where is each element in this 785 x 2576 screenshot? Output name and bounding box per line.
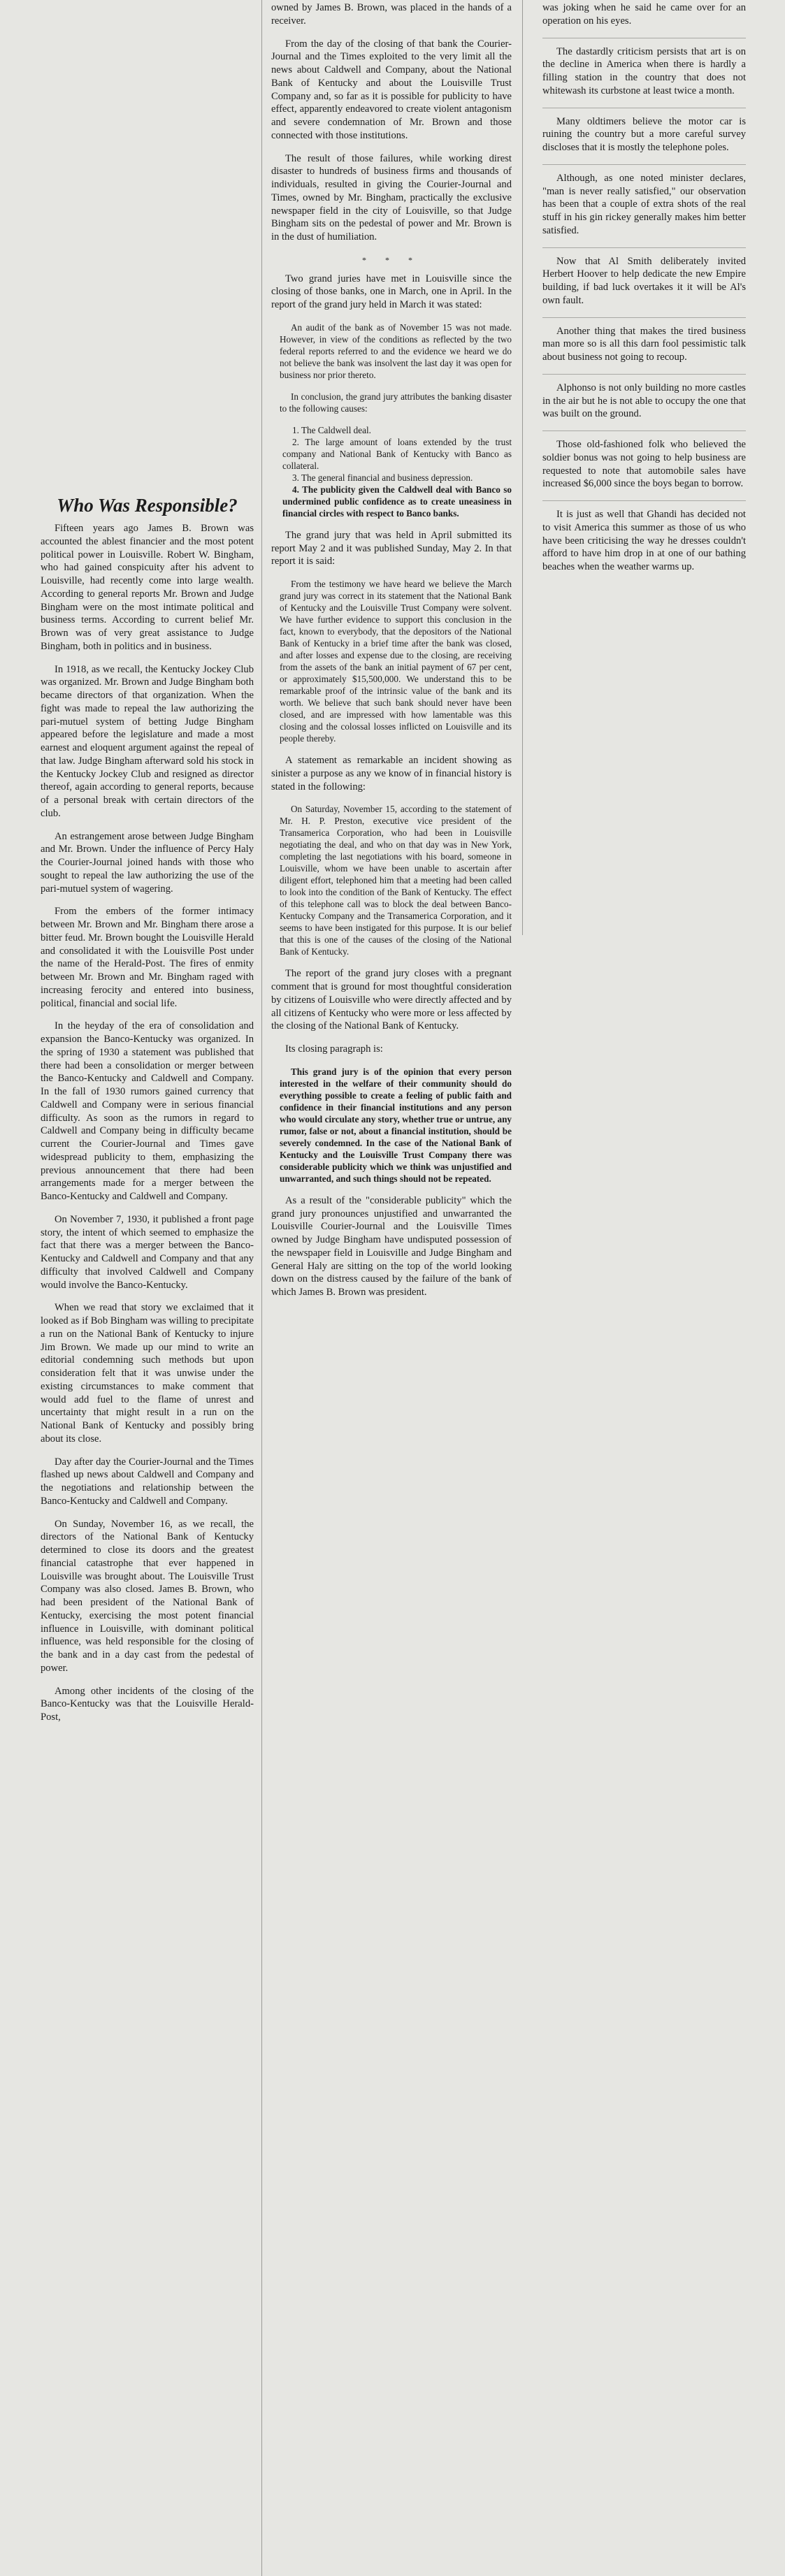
- list-item: 1. The Caldwell deal.: [292, 424, 371, 435]
- paragraph: When we read that story we exclaimed that it looked as if Bob Bingham was willing to precipitate a run on the National Bank of Kentucky to injure Jim Brown. We made up our mind to write an editorial condemning such methods but upon consideration felt that it was unwise under the existing circumstances to make comment that would add fuel to the flame of unrest and uncertainty that might result in a run on the National Bank of Kentucky and possibly bring about its close.: [41, 1302, 254, 1445]
- paragraph: Those old-fashioned folk who believed the soldier bonus was not going to help business are requested to note that automobile sales have increased $6,000 since the boys began to borrow.: [542, 439, 746, 490]
- paragraph: On Sunday, November 16, as we recall, the directors of the National Bank of Kentucky determined to close its doors and the greatest financial catastrophe that ever happened in Louisville was brought about. The Louisville Trust Company was also closed. James B. Brown, who had been president of the National Bank of Kentucky, exercising the most potent financial influence in Louisville, with dominant political influence, was held responsible for the closing of the bank and in a day cast from the pedestal of power.: [41, 1518, 254, 1674]
- paragraph: The result of those failures, while working direst disaster to hundreds of business firms and thousands of individuals, resulted in giving the Courier-Journal and Times, owned by Mr. Bingham, practically the exclusive newspaper field in the city of Louisville, so that Judge Bingham sits on the pedestal of power and Mr. Brown is in the dust of humiliation.: [271, 152, 512, 243]
- paragraph: Two grand juries have met in Louisville since the closing of those banks, one in March, one in April. In the report of the grand jury held in March it was stated:: [271, 273, 512, 310]
- causes-list: [282, 424, 512, 519]
- paragraph: An estrangement arose between Judge Bingham and Mr. Brown. Under the influence of Percy Haly the Courier-Journal joined hands with those who sought to repeal the law authorizing the use of the pari-mutuel system of wagering.: [41, 830, 254, 895]
- paragraph: Many oldtimers believe the motor car is ruining the country but a more careful survey discloses that it is mostly the telephone poles.: [542, 115, 746, 153]
- paragraph: The report of the grand jury closes with a pregnant comment that is ground for most thoughtful consideration by citizens of Louisville who were directly affected and by all citizens of Kentucky who were more or less affected by the closing of the National Bank of Kentucky.: [271, 968, 512, 1032]
- column-1: [41, 0, 254, 1734]
- quoted-report: In conclusion, the grand jury attributes the banking disaster to the following causes:: [280, 391, 512, 414]
- divider: [542, 247, 746, 248]
- column-2: [271, 0, 512, 1309]
- paragraph: From the embers of the former intimacy between Mr. Brown and Mr. Bingham there arose a bitter feud. Mr. Brown bought the Louisville Herald and consolidated it with the Louisville Post under the name of the Herald-Post. The fires of enmity between Mr. Brown and Mr. Bingham raged with increasing ferocity and entered into business, political, financial and social life.: [41, 906, 254, 1009]
- paragraph: Alphonso is not only building no more castles in the air but he is not able to occupy the one that was built on the ground.: [542, 382, 746, 420]
- quoted-report: An audit of the bank as of November 15 was not made. However, in view of the conditions as reflected by the two federal reports referred to and the evidence we heard we do not believe the bank was insolvent the last day it was open for business nor prior thereto.: [280, 321, 512, 380]
- list-item: 2. The large amount of loans extended by the trust company and National Bank of Kentucky with Banco as collateral.: [282, 436, 512, 471]
- paragraph: was joking when he said he came over for an operation on his eyes.: [542, 2, 746, 27]
- list-item: 3. The general financial and business depression.: [292, 472, 473, 483]
- column-rule-left: [261, 0, 262, 2576]
- paragraph: Although, as one noted minister declares, "man is never really satisfied," our observation has been that a couple of extra shots of the real stuff in his gin rickey generally makes him better satisfied.: [542, 172, 746, 236]
- paragraph: Its closing paragraph is:: [285, 1043, 383, 1055]
- headline: Who Was Responsible?: [57, 495, 238, 516]
- paragraph: The dastardly criticism persists that art is on the decline in America when there is hardly a filling station in the country that does not whitewash its curbstone at least twice a month.: [542, 45, 746, 96]
- divider: [542, 317, 746, 318]
- column-rule-right: [522, 0, 523, 935]
- column-3: [542, 0, 746, 584]
- paragraph: As a result of the "considerable publicity" which the grand jury pronounces unjustified and unwarranted the Louisville Courier-Journal and the Louisville Times owned by Judge Bingham have undisputed possession of the newspaper field in Louisville and Judge Bingham and General Haly are sitting on the top of the world looking down on the distress caused by the failure of the bank of which James B. Brown was president.: [271, 1194, 512, 1298]
- paragraph: Now that Al Smith deliberately invited Herbert Hoover to help dedicate the new Empire building, if bad luck overtakes it it will be Al's own fault.: [542, 255, 746, 306]
- divider: [542, 374, 746, 375]
- divider: [542, 500, 746, 501]
- section-break: * * *: [362, 254, 421, 265]
- quoted-report: From the testimony we have heard we believe the March grand jury was correct in its statement that the National Bank of Kentucky and the Louisville Trust Company were solvent. We have further evidence to support this conclusion in the fact, known to everybody, that the depositors of the National Bank of Kentucky in a brief time after the bank was closed, and after losses and expense due to the closing, are receiving from the assets of the bank an initial payment of 67 per cent, or approximately $15,500,000. We understand this to be remarkable proof of the intrinsic value of the bank and its worth. We believe that such bank should never have been closed, and are impressed with how lamentable was this closing and the colossal losses inflicted on Louisville and its people thereby.: [280, 579, 512, 744]
- paragraph: Another thing that makes the tired business man more so is all this darn fool pessimistic talk about business not going to recoup.: [542, 325, 746, 363]
- paragraph: owned by James B. Brown, was placed in the hands of a receiver.: [271, 2, 512, 27]
- paragraph: In 1918, as we recall, the Kentucky Jockey Club was organized. Mr. Brown and Judge Bingham both became directors of that organization. When the fight was made to repeal the law authorizing the pari-mutuel system of betting Judge Bingham appeared before the legislature and made a most earnest and eloquent argument against the repeal of that law. Judge Bingham afterward sold his stock in the Kentucky Jockey Club and resigned as director thereof, again according to general reports, because of a personal break with certain directors of the club.: [41, 663, 254, 819]
- paragraph: From the day of the closing of that bank the Courier-Journal and the Times exploited to the very limit all the news about Caldwell and Company, about the National Bank of Kentucky and about the Louisville Trust Company and, so far as it is possible for publicity to have effect, apparently endeavored to create violent antagonism and severe condemnation of Mr. Brown and those connected with those institutions.: [271, 38, 512, 141]
- paragraph: A statement as remarkable an incident showing as sinister a purpose as any we know of in financial history is stated in the following:: [271, 755, 512, 793]
- paragraph: In the heyday of the era of consolidation and expansion the Banco-Kentucky was organized. In the spring of 1930 a statement was published that there had been a consolidation or merger between the Banco-Kentucky and Caldwell and Company. In the fall of 1930 rumors gained currency that Caldwell and Company were in serious financial difficulty. As soon as the rumors in regard to Caldwell and Company being in difficulty became current the Courier-Journal and Times gave widespread publicity to them, emphasizing the previous announcement that there had been arrangements made for a merger between the Banco-Kentucky and Caldwell and Company.: [41, 1020, 254, 1202]
- paragraph: It is just as well that Ghandi has decided not to visit America this summer as those of us who have been criticising the way he dresses couldn't afford to have him drop in at one of our bathing beaches when the weather warms up.: [542, 509, 746, 572]
- paragraph: The grand jury that was held in April submitted its report May 2 and it was published Sunday, May 2. In that report it is said:: [271, 529, 512, 567]
- list-item: 4. The publicity given the Caldwell deal with Banco so undermined public confidence as to create uneasiness in financial circles with respect to Banco banks.: [282, 484, 512, 519]
- paragraph: On November 7, 1930, it published a front page story, the intent of which seemed to emphasize the fact that there was a merger between the Banco-Kentucky and Caldwell and Company and that any difficulty that involved Caldwell and Company would involve the Banco-Kentucky.: [41, 1213, 254, 1291]
- quoted-report: On Saturday, November 15, according to the statement of Mr. H. P. Preston, executive vice president of the Transamerica Corporation, who had been in Louisville negotiating the deal, and who on that day was in New York, completing the last negotiations with his board, someone in Louisville, whom we have been unable to ascertain after diligent effort, telephoned him that a meeting had been called to look into the condition of the Bank of Kentucky. The effect of this telephone call was to block the deal between Banco-Kentucky Company and the Transamerica Corporation, and it seems to have been instigated for this purpose. It is our belief that this is one of the causes of the closing of the National Bank of Kentucky.: [280, 804, 512, 957]
- paragraph: Day after day the Courier-Journal and the Times flashed up news about Caldwell and Company and the negotiations and relationship between the Banco-Kentucky and Caldwell and Company.: [41, 1456, 254, 1507]
- divider: [542, 164, 746, 165]
- paragraph: Fifteen years ago James B. Brown was accounted the ablest financier and the most potent political power in Louisville. Robert W. Bingham, who had gained conspicuity after his advent to Louisville, had recently come into large wealth. According to general reports Mr. Brown and Judge Bingham were on the most intimate political and business terms. According to current belief Mr. Brown was of very great assistance to Judge Bingham, both in politics and in business.: [41, 523, 254, 652]
- quoted-report: This grand jury is of the opinion that every person interested in the welfare of their community should do everything possible to create a feeling of public faith and confidence in their financial institutions and any person who would circulate any story, whether true or untrue, any rumor, false or not, about a financial institution, should be severely condemned. In the case of the National Bank of Kentucky and the Louisville Trust Company there was considerable publicity which we think was unjustified and unwarranted, and such things should not be repeated.: [280, 1066, 512, 1184]
- paragraph: Among other incidents of the closing of the Banco-Kentucky was that the Louisville Herald-Post,: [41, 1685, 254, 1723]
- divider: [542, 430, 746, 431]
